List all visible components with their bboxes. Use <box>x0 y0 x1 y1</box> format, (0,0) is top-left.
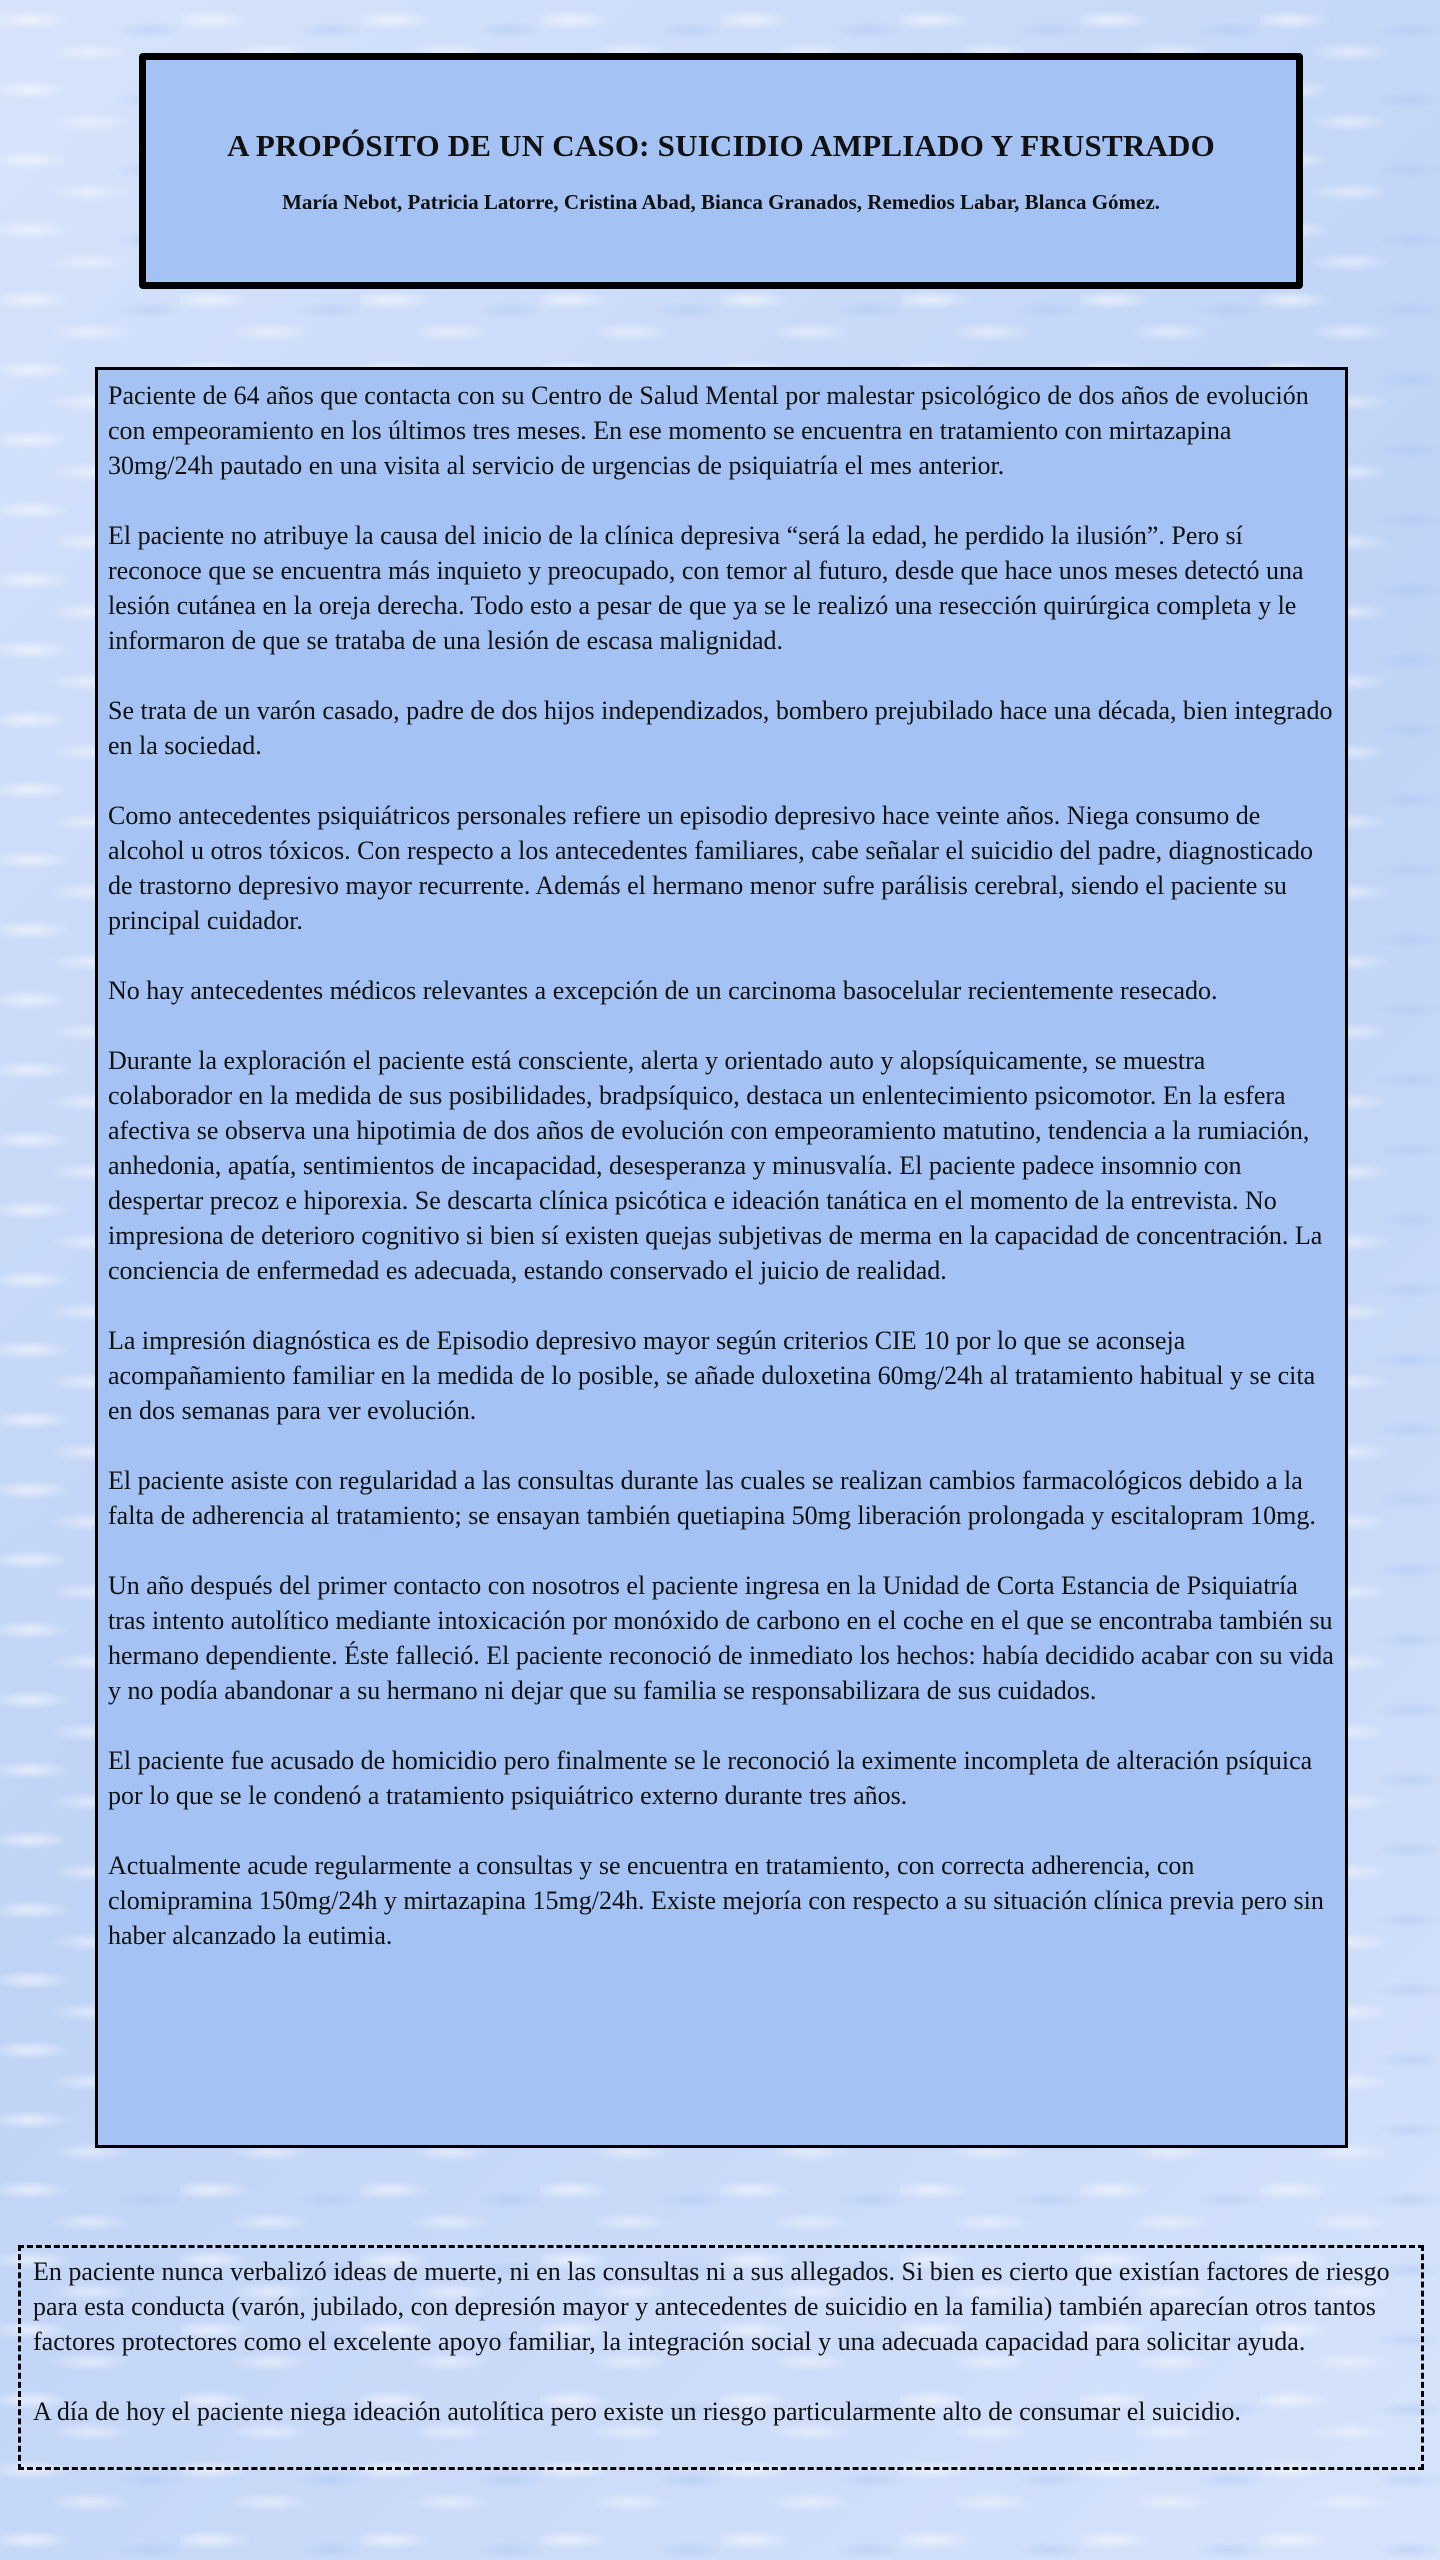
conclusion-paragraph-risk-factors: En paciente nunca verbalizó ideas de muerte, ni en las consultas ni a sus allegados. Si bien es cierto que existían factores de riesgo para esta conducta (varón, jubilado, con depresión mayor y antecedentes de suicidio en la familia) también aparecían otros tantos factores protectores como el excelente apoyo familiar, la integración social y una adecuada capacidad para solicitar ayuda. <box>33 2257 1390 2356</box>
case-paragraph-social-history: Se trata de un varón casado, padre de dos hijos independizados, bombero prejubilado hace una década, bien integrado en la sociedad. <box>108 696 1333 760</box>
case-description-box <box>95 367 1348 2148</box>
case-paragraph-follow-up: El paciente asiste con regularidad a las consultas durante las cuales se realizan cambios farmacológicos debido a la falta de adherencia al tratamiento; se ensayan también quetiapina 50mg liberación prolongada y escitalopram 10mg. <box>108 1466 1316 1530</box>
case-paragraph-examination: Durante la exploración el paciente está consciente, alerta y orientado auto y alopsíquicamente, se muestra colaborador en la medida de sus posibilidades, bradpsíquico, destaca un enlentecimiento psicomotor. En la esfera afectiva se observa una hipotimia de dos años de evolución con empeoramiento matutino, tendencia a la rumiación, anhedonia, apatía, sentimientos de incapacidad, desesperanza y minusvalía. El paciente padece insomnio con despertar precoz e hiporexia. Se descarta clínica psicótica e ideación tanática en el momento de la entrevista. No impresiona de deterioro cognitivo si bien sí existen quejas subjetivas de merma en la capacidad de concentración. La conciencia de enfermedad es adecuada, estando conservado el juicio de realidad. <box>108 1046 1323 1285</box>
case-paragraph-onset: El paciente no atribuye la causa del inicio de la clínica depresiva “será la edad, he perdido la ilusión”. Pero sí reconoce que se encuentra más inquieto y preocupado, con temor al futuro, desde que hace unos meses detectó una lesión cutánea en la oreja derecha. Todo esto a pesar de que ya se le realizó una resección quirúrgica completa y le informaron de que se trataba de una lesión de escasa malignidad. <box>108 521 1304 655</box>
case-paragraph-presentation: Paciente de 64 años que contacta con su Centro de Salud Mental por malestar psicológico de dos años de evolución con empeoramiento en los últimos tres meses. En ese momento se encuentra en tratamiento con mirtazapina 30mg/24h pautado en una visita al servicio de urgencias de psiquiatría el mes anterior. <box>108 381 1309 480</box>
conclusion-paragraph-current-risk: A día de hoy el paciente niega ideación autolítica pero existe un riesgo particularmente alto de consumar el suicidio. <box>33 2397 1241 2426</box>
case-paragraph-current-status: Actualmente acude regularmente a consultas y se encuentra en tratamiento, con correcta adherencia, con clomipramina 150mg/24h y mirtazapina 15mg/24h. Existe mejoría con respecto a su situación clínica previa pero sin haber alcanzado la eutimia. <box>108 1851 1324 1950</box>
page-title: A PROPÓSITO DE UN CASO: SUICIDIO AMPLIADO Y FRUSTRADO <box>227 128 1215 163</box>
title-box <box>139 53 1303 289</box>
case-paragraph-legal-outcome: El paciente fue acusado de homicidio pero finalmente se le reconoció la eximente incompleta de alteración psíquica por lo que se le condenó a tratamiento psiquiátrico externo durante tres años. <box>108 1746 1313 1810</box>
case-paragraph-medical-history: No hay antecedentes médicos relevantes a excepción de un carcinoma basocelular recientemente resecado. <box>108 976 1218 1005</box>
authors-line: María Nebot, Patricia Latorre, Cristina Abad, Bianca Granados, Remedios Labar, Blanca Gómez. <box>282 190 1160 214</box>
conclusion-box <box>18 2245 1424 2470</box>
case-paragraph-psychiatric-history: Como antecedentes psiquiátricos personales refiere un episodio depresivo hace veinte años. Niega consumo de alcohol u otros tóxicos. Con respecto a los antecedentes familiares, cabe señalar el suicidio del padre, diagnosticado de trastorno depresivo mayor recurrente. Además el hermano menor sufre parálisis cerebral, siendo el paciente su principal cuidador. <box>108 801 1313 935</box>
case-paragraph-suicide-attempt: Un año después del primer contacto con nosotros el paciente ingresa en la Unidad de Corta Estancia de Psiquiatría tras intento autolítico mediante intoxicación por monóxido de carbono en el coche en el que se encontraba también su hermano dependiente. Éste falleció. El paciente reconoció de inmediato los hechos: había decidido acabar con su vida y no podía abandonar a su hermano ni dejar que su familia se responsabilizara de sus cuidados. <box>108 1571 1334 1705</box>
case-paragraph-diagnosis: La impresión diagnóstica es de Episodio depresivo mayor según criterios CIE 10 por lo que se aconseja acompañamiento familiar en la medida de lo posible, se añade duloxetina 60mg/24h al tratamiento habitual y se cita en dos semanas para ver evolución. <box>108 1326 1316 1425</box>
